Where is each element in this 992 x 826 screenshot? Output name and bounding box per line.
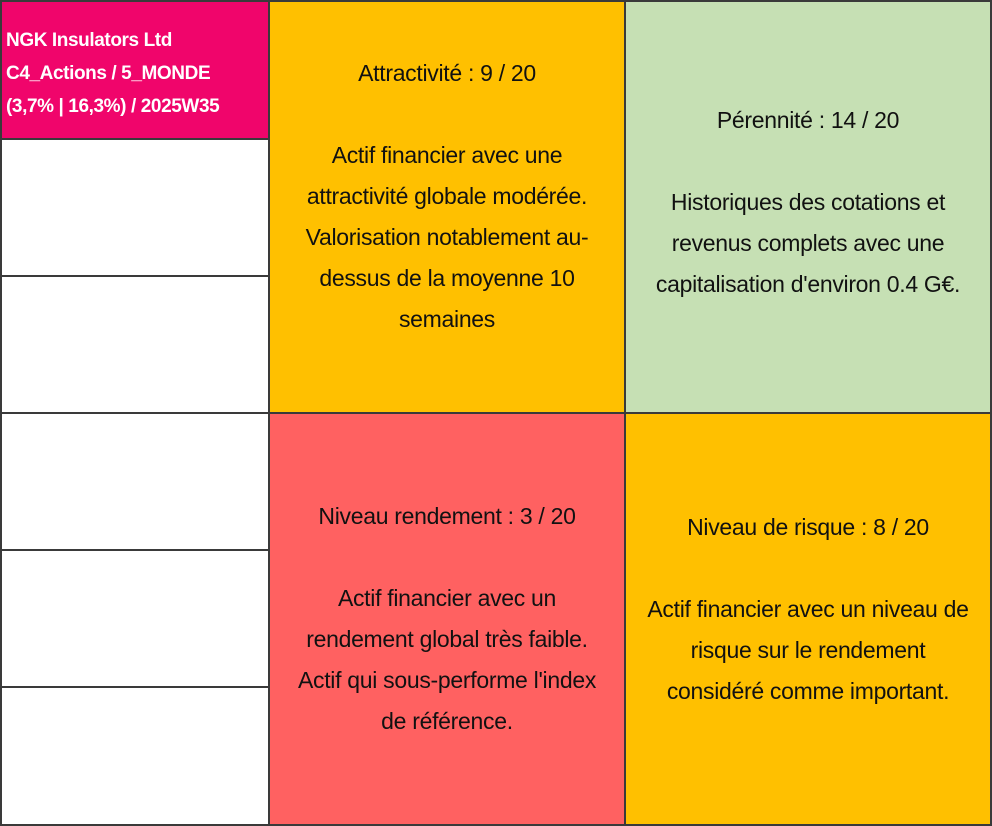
risque-score: Niveau de risque : 8 / 20 (687, 513, 929, 540)
desc-line: rendement global très faible. (306, 626, 588, 652)
rendement-description (298, 578, 596, 742)
desc-line: Historiques des cotations et (670, 188, 946, 215)
empty-cell (0, 549, 270, 688)
asset-category: C4_Actions / 5_MONDE (6, 63, 211, 84)
asset-name: NGK Insulators Ltd (6, 30, 172, 51)
asset-header-cell (0, 0, 270, 140)
desc-line: Actif financier avec un (337, 585, 557, 611)
desc-line: Actif financier avec une (331, 141, 563, 168)
desc-line: semaines (398, 305, 496, 332)
risque-description (647, 589, 968, 712)
perennite-score: Pérennité : 14 / 20 (716, 106, 900, 133)
risque-panel (624, 412, 992, 826)
attractivite-panel (268, 0, 626, 414)
desc-line: considéré comme important. (666, 677, 950, 704)
perennite-description (656, 182, 960, 305)
desc-line: de référence. (381, 708, 513, 734)
desc-line: revenus complets avec une (671, 229, 945, 256)
empty-cell (0, 686, 270, 826)
asset-period: (3,7% | 16,3%) / 2025W35 (6, 96, 220, 117)
desc-line: risque sur le rendement (690, 636, 926, 663)
empty-cell (0, 138, 270, 277)
perennite-panel (624, 0, 992, 414)
attractivite-score: Attractivité : 9 / 20 (358, 59, 536, 86)
desc-line: Actif financier avec un niveau de (647, 595, 969, 622)
desc-line: capitalisation d'environ 0.4 G€. (655, 270, 961, 297)
desc-line: Actif qui sous-performe l'index (297, 667, 597, 693)
rendement-score: Niveau rendement : 3 / 20 (318, 503, 576, 529)
desc-line: attractivité globale modérée. (306, 182, 588, 209)
rendement-panel (268, 412, 626, 826)
empty-cell (0, 412, 270, 551)
empty-cell (0, 275, 270, 414)
desc-line: dessus de la moyenne 10 (319, 264, 575, 291)
attractivite-description (306, 135, 589, 340)
desc-line: Valorisation notablement au- (305, 223, 589, 250)
